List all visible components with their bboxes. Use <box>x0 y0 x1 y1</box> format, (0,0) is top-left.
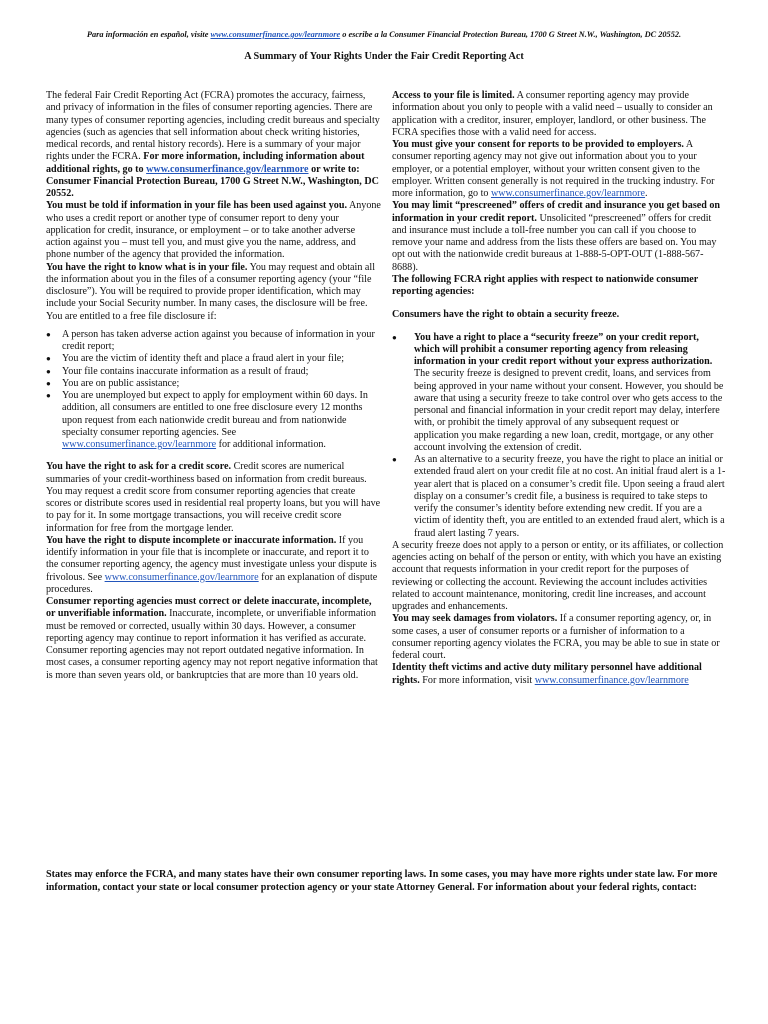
list-item-text: You are unemployed but expect to apply for employment within 60 days. <box>62 390 358 401</box>
list-item <box>46 353 382 365</box>
freeze-bullet-text: The security freeze is designed to prevent credit, loans, and services from being approved in your name without your consent. However, you should be aware that using a security freeze to take control over who gets access to the personal and financial information in your credit report may delay, interfere with, or prohibit the timely approval of any subsequent request or application you make regarding a new loan, credit, mortgage, or any other account involving the extension of credit. <box>414 368 724 453</box>
disclosure-learnmore-link[interactable]: www.consumerfinance.gov/learnmore <box>62 439 217 450</box>
consent-end-text: . <box>645 188 648 199</box>
list-item <box>46 378 382 390</box>
dispute-heading: You have the right to dispute incomplete or inaccurate information. <box>46 534 337 546</box>
credit-score-text: Credit scores are numerical summaries of your credit-worthiness based on information from credit bureaus. You may request a credit score from consumer reporting agencies that create scores or distribute scores used in residential real property loans, but you will have to pay for it. In some mortgage transactions, you will receive credit score information for free from the mortgage lender. <box>46 461 381 534</box>
correct-heading: Consumer reporting agencies must correct or delete inaccurate, incomplete, or unverifiable information. <box>46 596 372 620</box>
dispute-paragraph <box>46 535 382 596</box>
list-item-end-text: for additional information. <box>216 439 326 450</box>
list-item <box>392 454 726 540</box>
right-know-text: You may request and obtain all the information about you in the files of a consumer reporting agency (your “file disclosure”). You will be required to provide proper identification, which may include your Social Security number. In many cases, the disclosure will be free. You are entitled to a free file disclosure if: <box>46 261 375 322</box>
right-told-text: Anyone who uses a credit report or another type of consumer report to deny your application for credit, insurance, or employment – or to take another adverse action against you – must tell you, and must give you the name, address, and phone number of the agency that provided the information. <box>46 200 381 261</box>
damages-paragraph <box>392 613 726 662</box>
consent-paragraph <box>392 139 726 200</box>
list-item <box>46 390 382 451</box>
damages-text: If a consumer reporting agency, or, in some cases, a user of consumer reports or a furnisher of information to a consumer reporting agency violates the FCRA, you may be able to sue in state or federal court. <box>392 613 720 661</box>
consent-text: A consumer reporting agency may not give out information about you to your employer, or a potential employer, without your written consent given to the employer. Written consent generally is not required in the trucking industry. For more information, go to <box>392 139 715 199</box>
list-item <box>392 332 726 455</box>
consent-heading: You must give your consent for reports to be provided to employers. <box>392 139 684 150</box>
state-enforcement-paragraph: States may enforce the FCRA, and many states have their own consumer reporting laws. In some cases, you may have more rights under state law. For more information, contact your state or local consumer protection agency or your state Attorney General. For information about your federal rights, contact: <box>46 869 718 893</box>
nationwide-heading-text: The following FCRA right applies with respect to nationwide consumer reporting agencies: <box>392 273 699 297</box>
spanish-notice-suffix: o escribe a la Consumer Financial Protection Bureau, 1700 G Street N.W., Washington, DC 20552. <box>340 30 682 39</box>
prescreen-paragraph <box>392 200 726 274</box>
list-item <box>46 366 382 378</box>
right-know-paragraph <box>46 262 382 323</box>
spanish-learnmore-link[interactable]: www.consumerfinance.gov/learnmore <box>210 30 341 39</box>
dispute-text: If you identify information in your file that is incomplete or inaccurate, and report it to the consumer reporting agency, the agency must investigate unless your dispute is frivolous. See <box>46 534 377 583</box>
military-learnmore-link[interactable]: www.consumerfinance.gov/learnmore <box>534 674 689 686</box>
list-item-text: Your file contains inaccurate information as a result of fraud; <box>62 365 309 377</box>
prescreen-text: Unsolicited “prescreened” offers for credit and insurance must include a toll-free number you can call if you choose to remove your name and address from the lists these offers are based on. You may opt out with the nationwide credit bureaus at 1-888-5-OPT-OUT (1-888-567-8688). <box>392 212 717 273</box>
list-item-text: You are the victim of identity theft and place a fraud alert in your file; <box>62 353 345 365</box>
freeze-bullet-heading: You have a right to place a “security freeze” on your credit report, which will prohibit a consumer reporting agency from releasing information in your credit report without your express authorization. <box>414 331 713 367</box>
access-paragraph <box>392 90 726 139</box>
right-told-heading: You must be told if information in your file has been used against you. <box>46 200 347 212</box>
left-column <box>46 90 382 682</box>
fraud-alert-bullet-text: As an alternative to a security freeze, you have the right to place an initial or extended fraud alert on your credit file at no cost. An initial fraud alert is a 1-year alert that is placed on a consumer’s credit file. Upon seeing a fraud alert display on a consumer’s credit file, a business is required to take steps to verify the consumer’s identity before extending new credit. If you are a victim of identity theft, you are entitled to an extended fraud alert, which is a fraud alert lasting 7 years. <box>414 454 726 539</box>
intro-text: The federal Fair Credit Reporting Act (FCRA) promotes the accuracy, fairness, and privacy of information in the files of consumer reporting agencies. There are many types of consumer reporting agencies, including credit bureaus and specialty agencies (such as agencies that sell information about check writing histories, medical records, and rental history records). Here is a summary of your major rights under the FCRA. <box>46 90 380 163</box>
dispute-end-text: for an explanation of dispute procedures. <box>46 571 378 595</box>
correct-text: Inaccurate, incomplete, or unverifiable information must be removed or corrected, usually within 30 days. However, a consumer reporting agency may continue to report information it has verified as accurate. Consumer reporting agencies may not report outdated negative information. In most cases, a consumer reporting agency may not report negative information that is more than seven years old, or bankruptcies that are more than 10 years old. <box>46 608 378 681</box>
nationwide-heading <box>392 274 726 299</box>
security-freeze-list <box>392 332 726 540</box>
credit-score-heading: You have the right to ask for a credit score. <box>46 461 232 473</box>
intro-bold: For more information, including information about additional rights, go to <box>46 151 365 175</box>
military-paragraph <box>392 662 726 687</box>
cfpb-address <box>46 176 382 201</box>
freeze-exception-paragraph: A security freeze does not apply to a person or entity, or its affiliates, or collection agencies acting on behalf of the person or entity, with which you have an existing account that requests information in your credit report for the purposes of reviewing or collecting the account. Reviewing the account includes activities related to account maintenance, monitoring, credit line increases, and account upgrades and enhancements. <box>392 539 724 612</box>
security-freeze-heading-text: Consumers have the right to obtain a security freeze. <box>392 309 620 321</box>
spanish-notice <box>0 30 768 39</box>
military-text: For more information, visit <box>419 674 535 686</box>
damages-heading: You may seek damages from violators. <box>392 613 558 625</box>
access-heading: Access to your file is limited. <box>392 90 515 101</box>
dispute-learnmore-link[interactable]: www.consumerfinance.gov/learnmore <box>104 571 259 583</box>
list-item-text: A person has taken adverse action against you because of information in your credit report; <box>62 328 375 352</box>
credit-score-paragraph <box>46 461 382 535</box>
document-title: A Summary of Your Rights Under the Fair Credit Reporting Act <box>244 51 524 62</box>
access-text: A consumer reporting agency may provide information about you only to people with a valid need – usually to consider an application with a creditor, insurer, employer, landlord, or other business. The FCRA specifies those with a valid need for access. <box>392 90 713 138</box>
prescreen-heading: You may limit “prescreened” offers of credit and insurance you get based on information in your credit report. <box>392 200 721 224</box>
list-item-extra-text: In addition, all consumers are entitled to one free disclosure every 12 months upon request from each nationwide credit bureau and from nationwide specialty consumer reporting agencies. See <box>62 390 368 438</box>
intro-paragraph <box>46 90 382 176</box>
free-disclosure-list <box>46 329 382 452</box>
list-item <box>46 329 382 354</box>
list-item-text: You are on public assistance; <box>62 377 180 389</box>
spanish-notice-prefix: Para información en español, visite <box>86 30 211 39</box>
right-column <box>392 90 726 687</box>
cfpb-address-text: Consumer Financial Protection Bureau, 1700 G Street N.W., Washington, DC 20552. <box>46 175 379 199</box>
security-freeze-heading <box>392 309 726 321</box>
right-told-paragraph <box>46 200 382 261</box>
correct-paragraph <box>46 596 382 682</box>
right-know-heading: You have the right to know what is in your file. <box>46 261 248 273</box>
military-heading: Identity theft victims and active duty military personnel have additional rights. <box>392 662 702 686</box>
intro-bold-end: or write to: <box>308 163 360 175</box>
consent-learnmore-link[interactable]: www.consumerfinance.gov/learnmore <box>490 188 646 199</box>
intro-learnmore-link[interactable]: www.consumerfinance.gov/learnmore <box>146 163 309 175</box>
